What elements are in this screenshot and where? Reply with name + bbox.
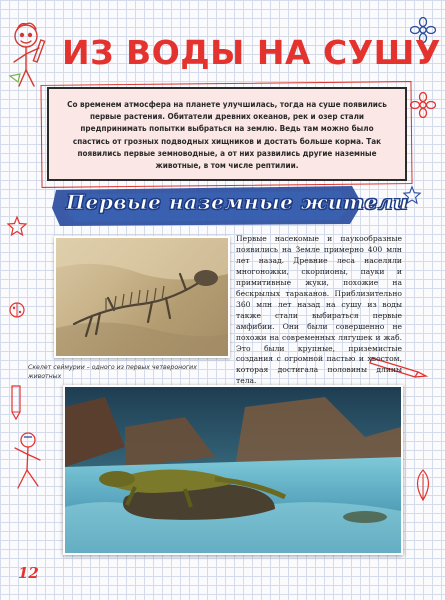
star-doodle <box>6 215 28 237</box>
intro-text: Со временем атмосфера на планете улучшилась, тогда на суше появились первые растения. Обитатели древних океанов, рек и озер стали предпринимать попытки выбраться на землю. Ведь там можно было спастись от грозных подводных хищников и достать больше корма. Так появились первые земноводные, а от них развились другие наземные животные, в том числе рептилии. <box>67 99 387 171</box>
flower-doodle-red <box>410 92 436 118</box>
page-title: ИЗ ВОДЫ НА СУШУ <box>62 33 441 72</box>
section-title: Первые наземные жители <box>66 190 409 214</box>
fossil-skeleton-photo <box>54 236 230 358</box>
pencil-doodle <box>6 382 26 422</box>
prehistoric-landscape-illustration <box>65 387 401 553</box>
ladybug-doodle <box>6 298 28 320</box>
amphibian-scene-illustration <box>63 385 403 555</box>
intro-box <box>47 87 407 181</box>
page-number: 12 <box>18 564 39 582</box>
fossil-skeleton-illustration <box>56 238 228 356</box>
photo-caption: Скелет сеймурии – одного из первых четвероногих животных <box>28 364 197 380</box>
leaf-doodle <box>410 468 436 504</box>
body-text: Первые насекомые и паукообразные появились на Земле примерно 400 млн лет назад. Древние леса населяли многоножки, скорпионы, пауки и примитивные жуки, похожие на бескрылых тараканов. Приблизительно 360 млн лет назад на сушу из воды также стали выбираться первые амфибии. Они были совершенно не похожи на современных лягушек и жаб. Это были крупные, приземистые создания с огромной пастью и хвостом, которая достигала половины длины тела. <box>236 234 402 386</box>
dancing-figure-doodle <box>10 428 46 498</box>
